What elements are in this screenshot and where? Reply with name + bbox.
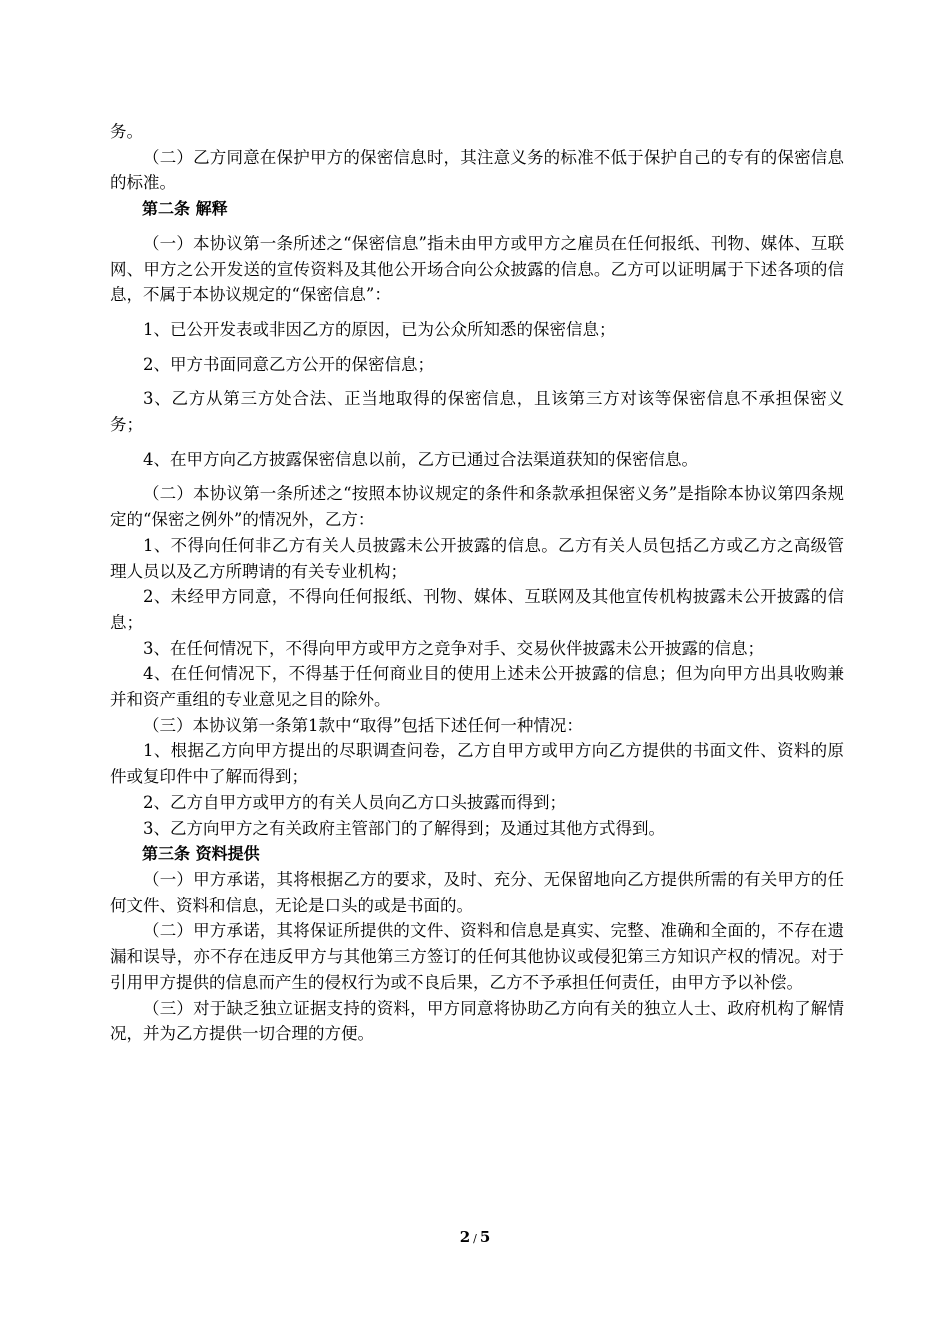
paragraph: （二）乙方同意在保护甲方的保密信息时，其注意义务的标准不低于保护自己的专有的保密信息的标准。 <box>110 147 844 193</box>
list-item: 1、不得向任何非乙方有关人员披露未公开披露的信息。乙方有关人员包括乙方或乙方之高级管理人员以及乙方所聘请的有关专业机构； <box>110 535 844 581</box>
paragraph: （二）本协议第一条所述之“按照本协议规定的条件和条款承担保密义务”是指除本协议第四条规定的“保密之例外”的情况外，乙方： <box>110 484 844 530</box>
list-item: 1、根据乙方向甲方提出的尽职调查问卷，乙方自甲方或甲方向乙方提供的书面文件、资料的原件或复印件中了解而得到； <box>110 741 844 787</box>
paragraph-continuation: 务。 <box>110 122 143 141</box>
list-item: 1、已公开发表或非因乙方的原因，已为公众所知悉的保密信息； <box>143 319 616 339</box>
document-body <box>110 119 844 1047</box>
list-item: 2、乙方自甲方或甲方的有关人员向乙方口头披露而得到； <box>143 792 566 812</box>
current-page-number: 2 <box>459 1228 471 1246</box>
paragraph: （二）甲方承诺，其将保证所提供的文件、资料和信息是真实、完整、准确和全面的，不存在遗漏和误导，亦不存在违反甲方与其他第三方签订的任何其他协议或侵犯第三方知识产权的情况。对于引用甲方提供的信息而产生的侵权行为或不良后果，乙方不予承担任何责任，由甲方予以补偿。 <box>110 921 844 992</box>
paragraph: （三）本协议第一条第1款中“取得”包括下述任何一种情况： <box>143 715 583 735</box>
paragraph: （一）本协议第一条所述之“保密信息”指未由甲方或甲方之雇员在任何报纸、刊物、媒体、互联网、甲方之公开发送的宣传资料及其他公开场合向公众披露的信息。乙方可以证明属于下述各项的信息，不属于本协议规定的“保密信息”： <box>110 233 844 305</box>
list-item: 3、乙方向甲方之有关政府主管部门的了解得到；及通过其他方式得到。 <box>143 818 665 838</box>
page-number-footer <box>0 1228 950 1246</box>
paragraph: （三）对于缺乏独立证据支持的资料，甲方同意将协助乙方向有关的独立人士、政府机构了解情况，并为乙方提供一切合理的方便。 <box>110 998 844 1044</box>
page-separator: / <box>473 1232 477 1245</box>
list-item: 2、甲方书面同意乙方公开的保密信息； <box>143 354 434 374</box>
paragraph: （一）甲方承诺，其将根据乙方的要求，及时、充分、无保留地向乙方提供所需的有关甲方的任何文件、资料和信息，无论是口头的或是书面的。 <box>110 869 844 915</box>
total-page-count: 5 <box>479 1228 491 1246</box>
list-item: 3、乙方从第三方处合法、正当地取得的保密信息，且该第三方对该等保密信息不承担保密义务； <box>110 389 844 435</box>
section-heading-article-2: 第二条 解释 <box>142 199 228 219</box>
section-heading-article-3: 第三条 资料提供 <box>142 844 260 864</box>
list-item: 2、未经甲方同意，不得向任何报纸、刊物、媒体、互联网及其他宣传机构披露未公开披露的信息； <box>110 587 844 632</box>
list-item: 3、在任何情况下，不得向甲方或甲方之竞争对手、交易伙伴披露未公开披露的信息； <box>143 638 764 658</box>
list-item: 4、在甲方向乙方披露保密信息以前，乙方已通过合法渠道获知的保密信息。 <box>143 449 698 469</box>
list-item: 4、在任何情况下，不得基于任何商业目的使用上述未公开披露的信息；但为向甲方出具收购兼并和资产重组的专业意见之目的除外。 <box>110 664 844 710</box>
